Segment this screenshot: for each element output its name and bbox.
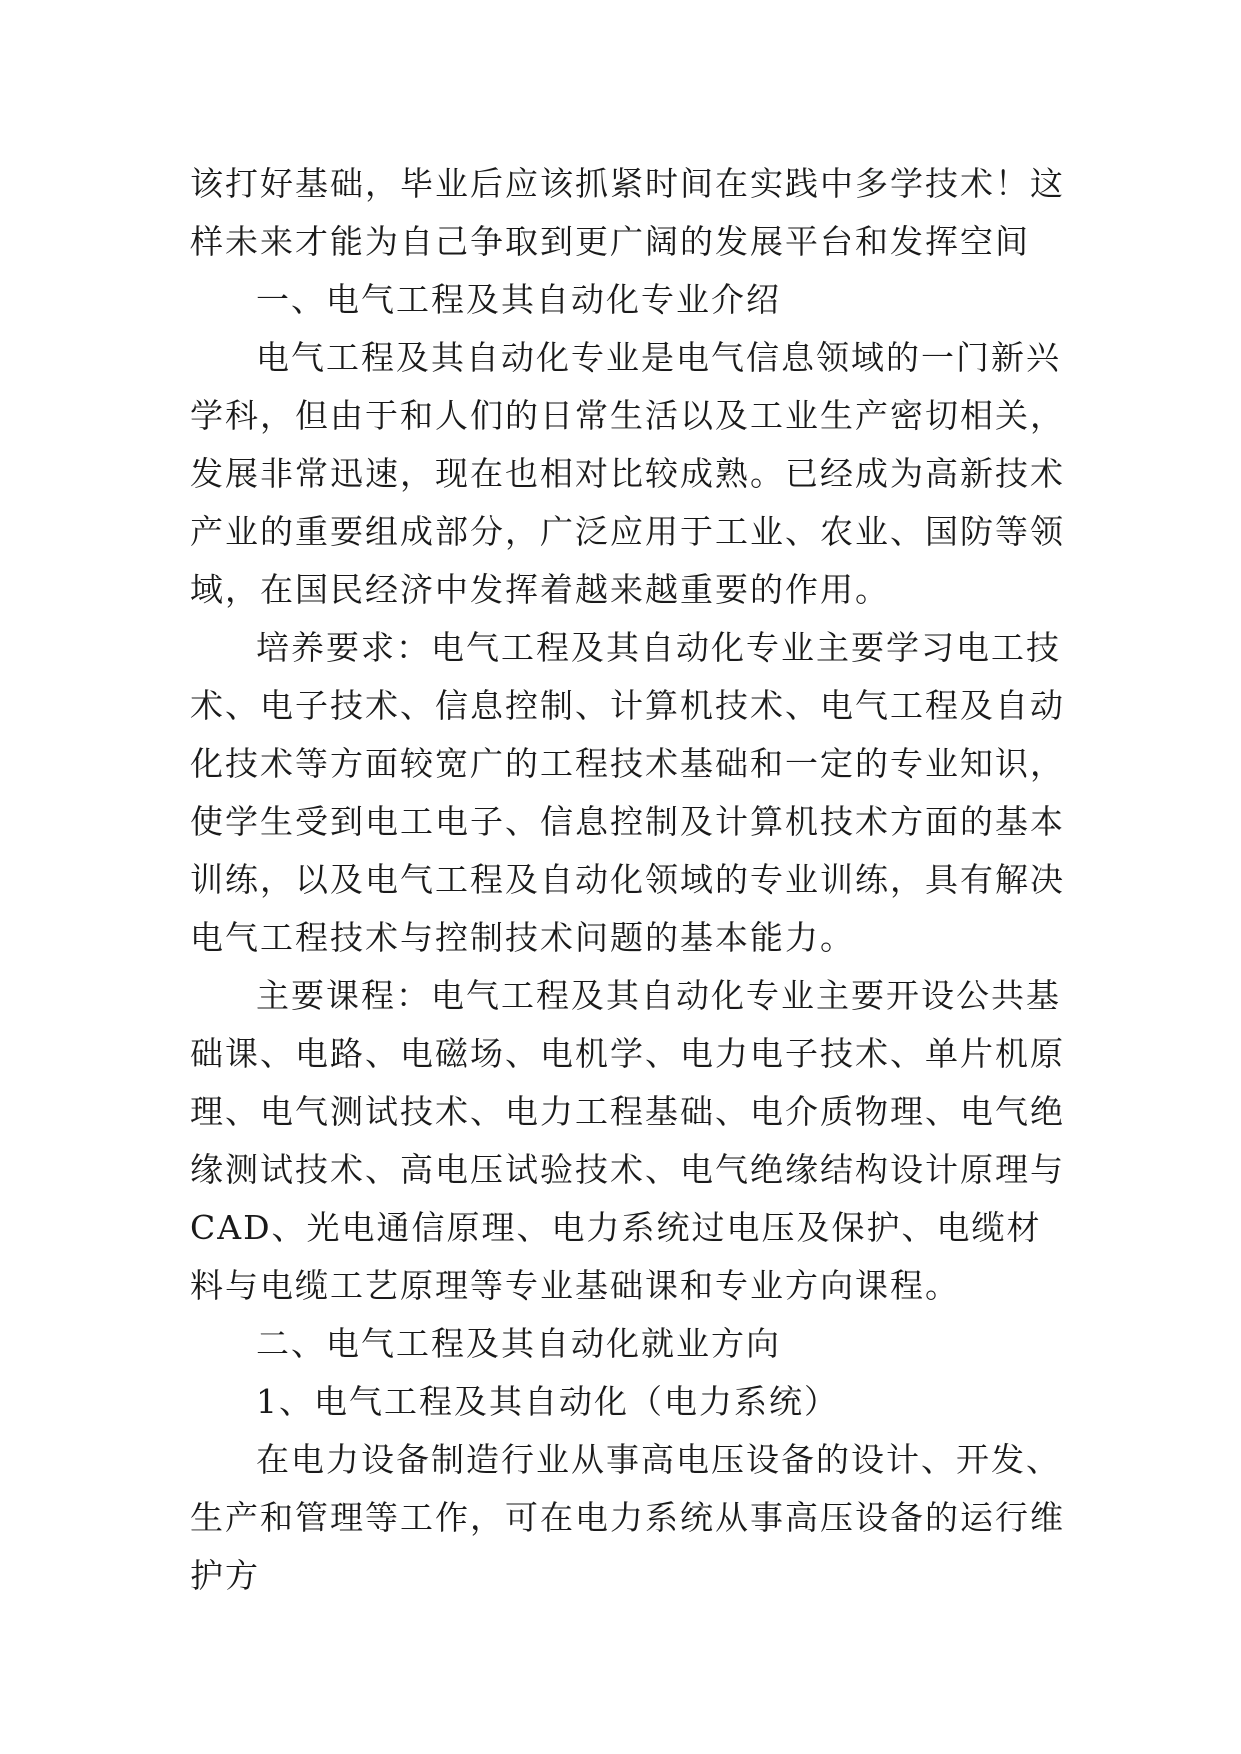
paragraph-power-system-jobs: 在电力设备制造行业从事高电压设备的设计、开发、生产和管理等工作，可在电力系统从事高压设备的运行维护方 [190, 1440, 1065, 1595]
paragraph-training-requirements: 培养要求：电气工程及其自动化专业主要学习电工技术、电子技术、信息控制、计算机技术、电气工程及自动化技术等方面较宽广的工程技术基础和一定的专业知识，使学生受到电工电子、信息控制及计算机技术方面的基本训练，以及电气工程及自动化领域的专业训练，具有解决电气工程技术与控制技术问题的基本能力。 [190, 628, 1065, 957]
subheading-power-system: 1、电气工程及其自动化（电力系统） [256, 1382, 839, 1421]
section-heading-major-intro: 一、电气工程及其自动化专业介绍 [256, 280, 781, 319]
paragraph-continuation: 该打好基础，毕业后应该抓紧时间在实践中多学技术！这样未来才能为自己争取到更广阔的发展平台和发挥空间 [190, 164, 1065, 261]
section-heading-employment: 二、电气工程及其自动化就业方向 [256, 1324, 781, 1363]
document-body [190, 155, 1070, 1605]
paragraph-major-description: 电气工程及其自动化专业是电气信息领域的一门新兴学科，但由于和人们的日常生活以及工业生产密切相关，发展非常迅速，现在也相对比较成熟。已经成为高新技术产业的重要组成部分，广泛应用于工业、农业、国防等领域，在国民经济中发挥着越来越重要的作用。 [190, 338, 1065, 609]
paragraph-main-courses: 主要课程：电气工程及其自动化专业主要开设公共基础课、电路、电磁场、电机学、电力电子技术、单片机原理、电气测试技术、电力工程基础、电介质物理、电气绝缘测试技术、高电压试验技术、电气绝缘结构设计原理与CAD、光电通信原理、电力系统过电压及保护、电缆材料与电缆工艺原理等专业基础课和专业方向课程。 [190, 976, 1065, 1305]
